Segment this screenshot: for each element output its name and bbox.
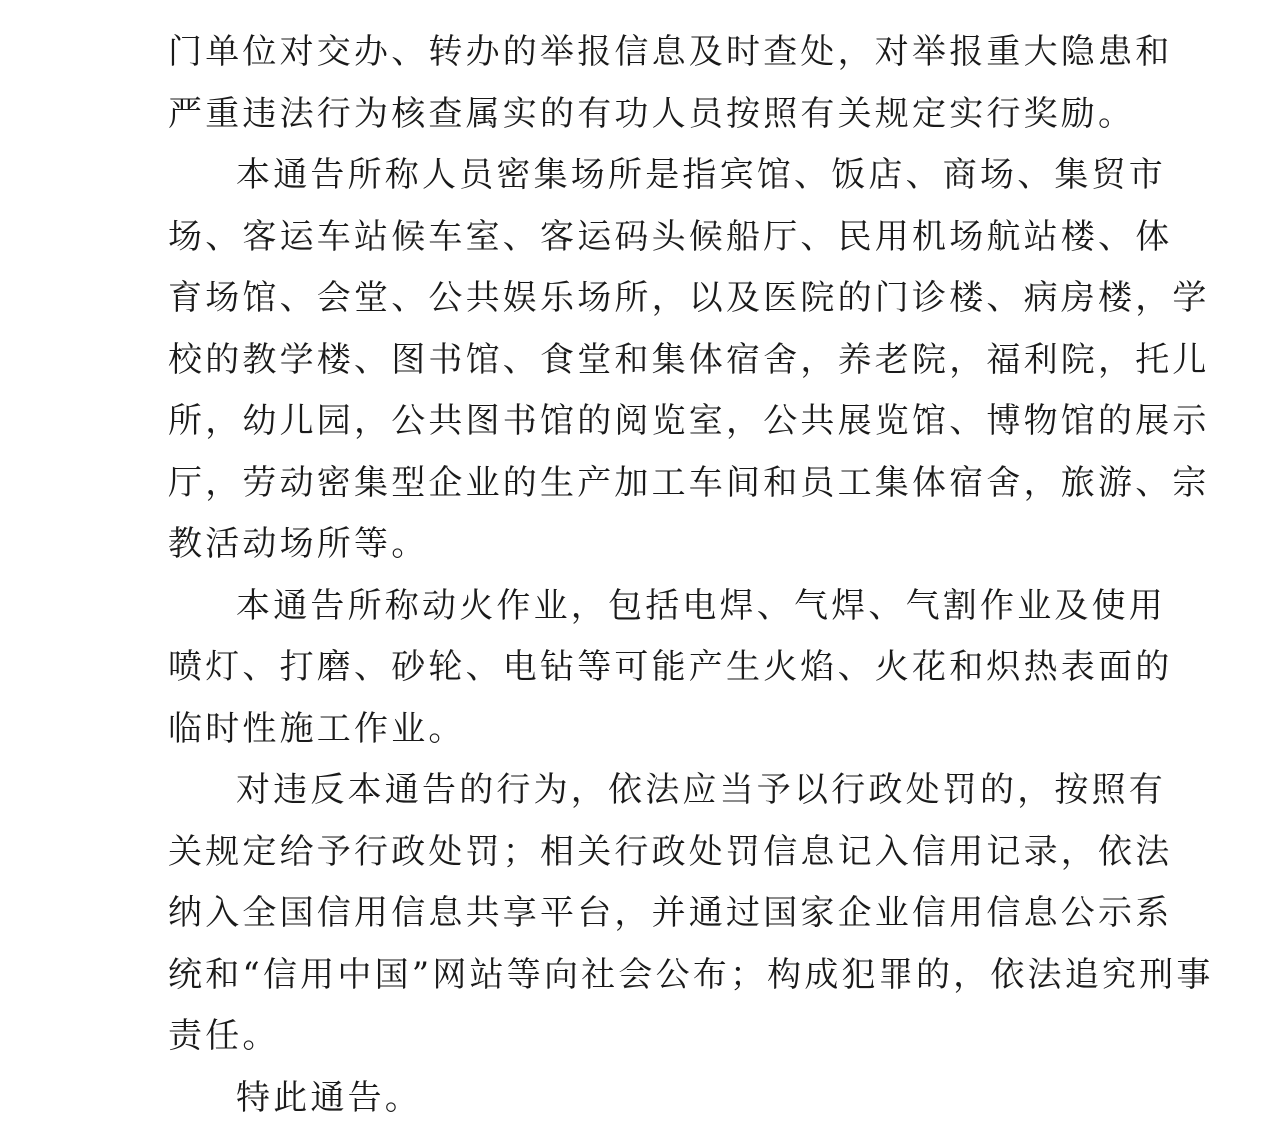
text-line: 对违反本通告的行为，依法应当予以行政处罚的，按照有 bbox=[168, 760, 1114, 822]
text-line: 严重违法行为核查属实的有功人员按照有关规定实行奖励。 bbox=[168, 84, 1114, 146]
text-line: 所，幼儿园，公共图书馆的阅览室，公共展览馆、博物馆的展示 bbox=[168, 391, 1114, 453]
text-line: 统和“信用中国”网站等向社会公布；构成犯罪的，依法追究刑事 bbox=[168, 945, 1114, 1007]
closing-statement: 特此通告。 bbox=[168, 1068, 1114, 1129]
paragraph-reporting-reward bbox=[168, 22, 1114, 145]
paragraph-closing bbox=[168, 1068, 1114, 1129]
paragraph-penalties bbox=[168, 760, 1114, 1068]
text-line: 门单位对交办、转办的举报信息及时查处，对举报重大隐患和 bbox=[168, 22, 1114, 84]
text-line: 关规定给予行政处罚；相关行政处罚信息记入信用记录，依法 bbox=[168, 822, 1114, 884]
text-line: 场、客运车站候车室、客运码头候船厅、民用机场航站楼、体 bbox=[168, 207, 1114, 269]
text-line: 纳入全国信用信息共享平台，并通过国家企业信用信息公示系 bbox=[168, 883, 1114, 945]
text-line: 校的教学楼、图书馆、食堂和集体宿舍，养老院，福利院，托儿 bbox=[168, 330, 1114, 392]
text-line: 教活动场所等。 bbox=[168, 514, 1114, 576]
text-line: 责任。 bbox=[168, 1006, 1114, 1068]
text-line: 育场馆、会堂、公共娱乐场所，以及医院的门诊楼、病房楼，学 bbox=[168, 268, 1114, 330]
text-line: 喷灯、打磨、砂轮、电钻等可能产生火焰、火花和炽热表面的 bbox=[168, 637, 1114, 699]
paragraph-hot-work-definition bbox=[168, 576, 1114, 761]
document-page bbox=[168, 22, 1114, 1129]
paragraph-crowded-places-definition bbox=[168, 145, 1114, 576]
text-line: 临时性施工作业。 bbox=[168, 699, 1114, 761]
text-line: 本通告所称动火作业，包括电焊、气焊、气割作业及使用 bbox=[168, 576, 1114, 638]
text-line: 本通告所称人员密集场所是指宾馆、饭店、商场、集贸市 bbox=[168, 145, 1114, 207]
text-line: 厅，劳动密集型企业的生产加工车间和员工集体宿舍，旅游、宗 bbox=[168, 453, 1114, 515]
